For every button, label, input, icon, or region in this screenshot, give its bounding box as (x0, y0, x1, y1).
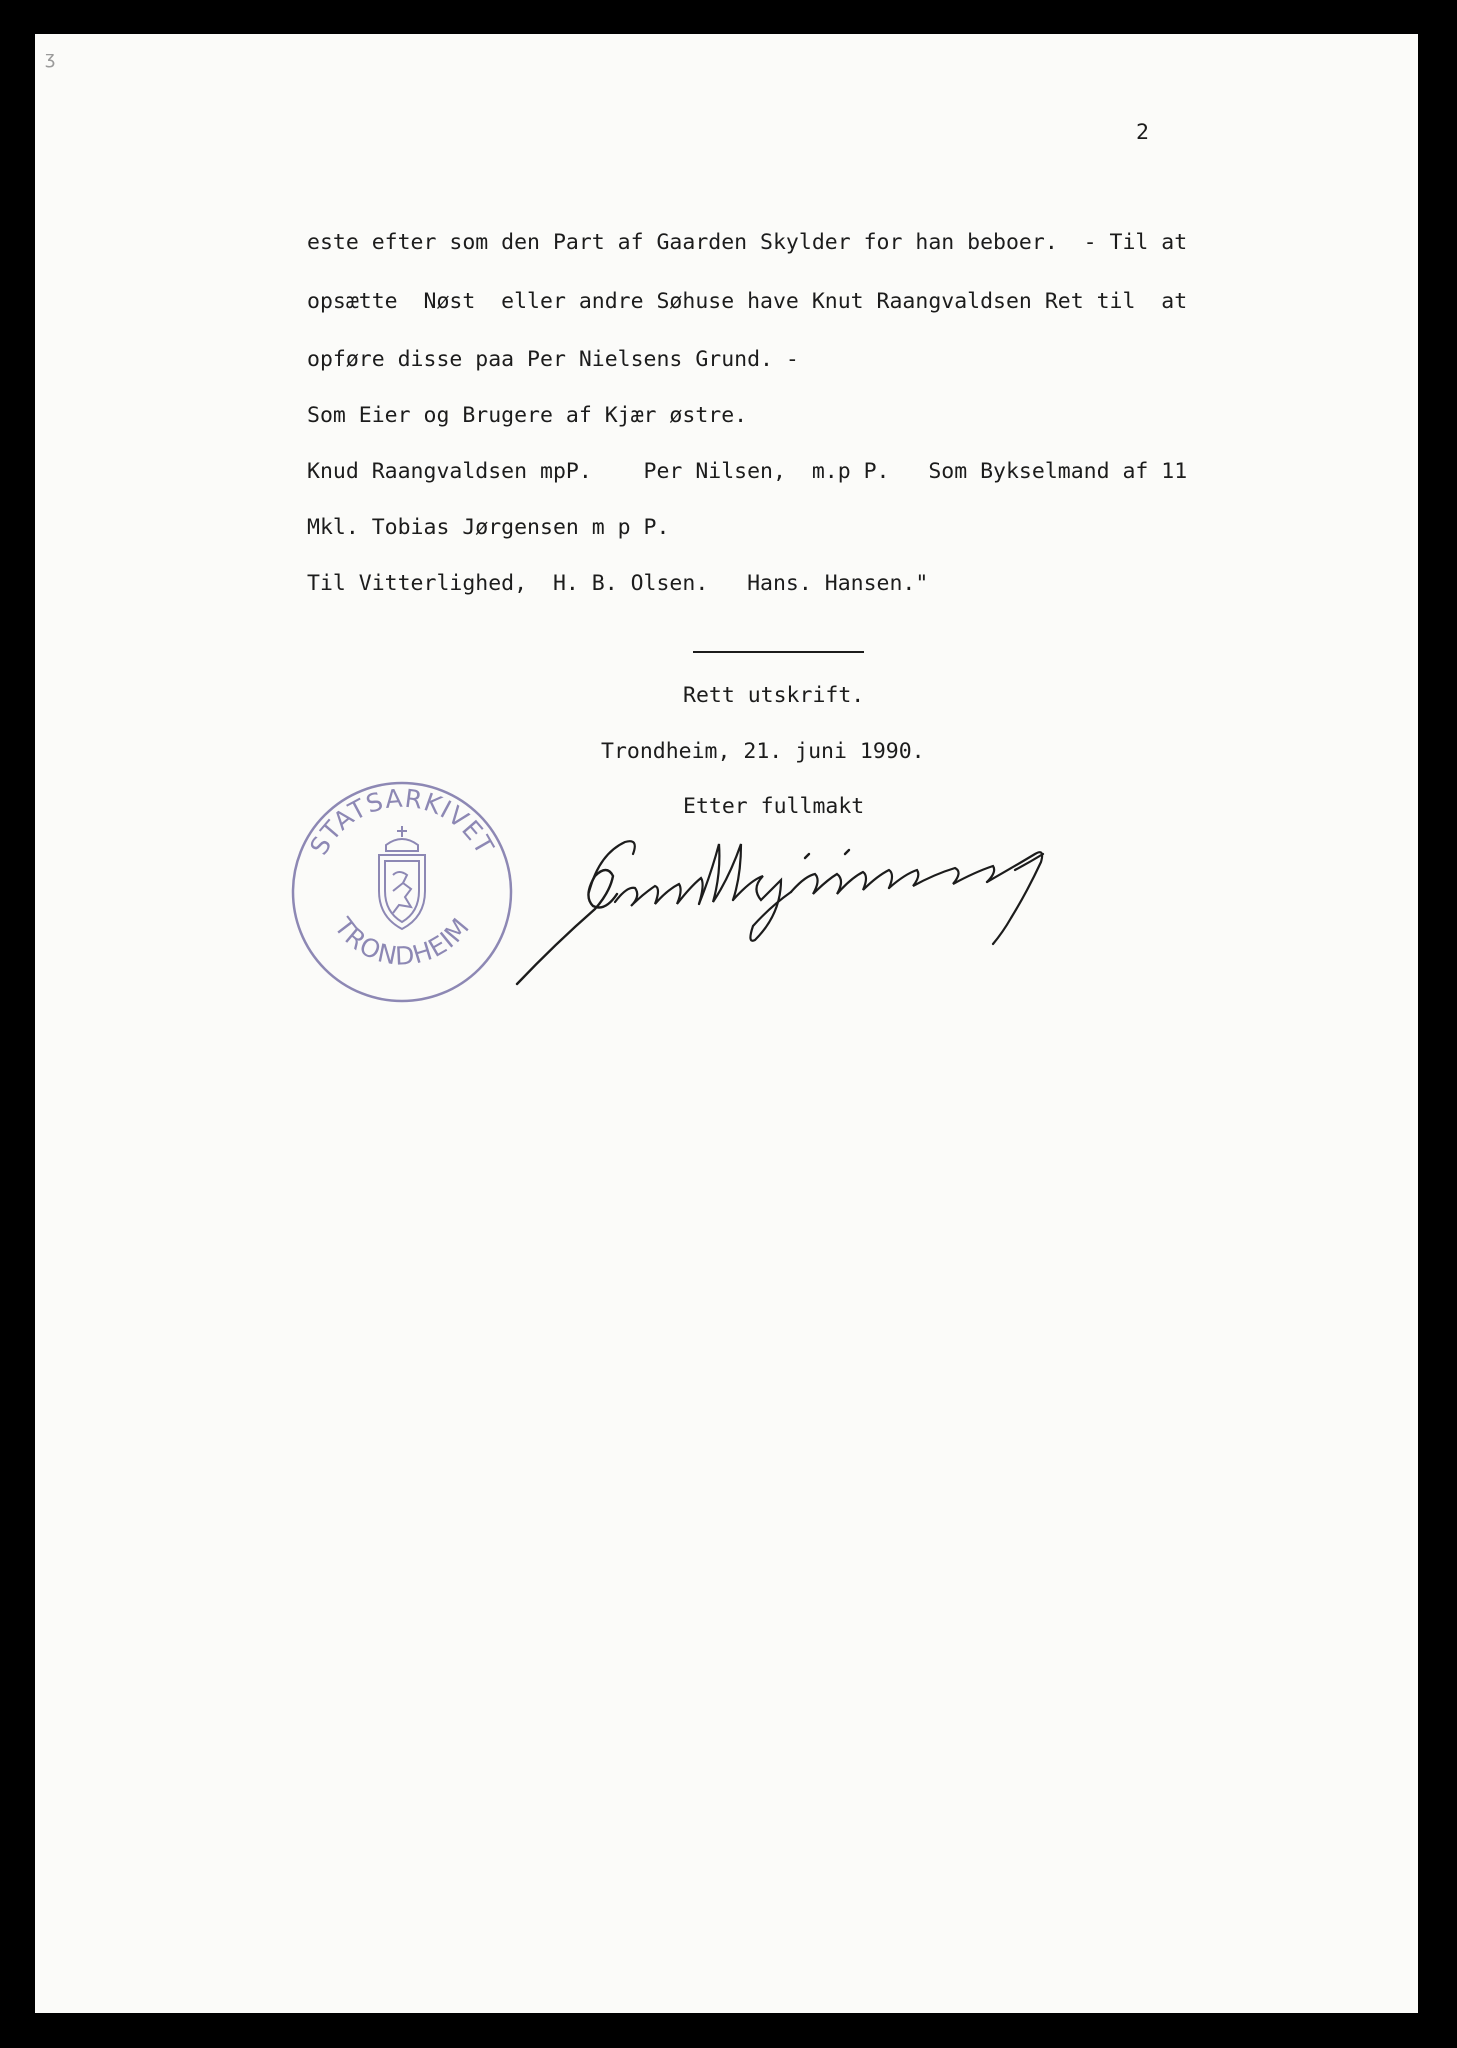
place-date-text: Trondheim, 21. juni 1990. (601, 739, 925, 764)
rett-utskrift-text: Rett utskrift. (683, 683, 865, 708)
stamp-bottom-text: TRONDHEIM (328, 912, 476, 971)
separator-line (693, 651, 864, 653)
paper-mark: ʒ (45, 48, 56, 69)
archive-stamp (289, 779, 515, 1005)
stamp-top-text: STATSARKIVET (304, 783, 500, 860)
body-line-5: Knud Raangvaldsen mpP. Per Nilsen, m.p P. Som Bykselmand af 11 (307, 459, 1188, 484)
document-page (35, 34, 1418, 2013)
body-line-2: opsætte Nøst eller andre Søhuse have Knut Raangvaldsen Ret til at (307, 289, 1188, 314)
body-line-6: Mkl. Tobias Jørgensen m p P. (307, 515, 670, 540)
authority-text: Etter fullmakt (683, 794, 865, 819)
body-line-3: opføre disse paa Per Nielsens Grund. - (307, 347, 799, 372)
coat-of-arms-icon (379, 826, 425, 929)
body-line-1: este efter som den Part af Gaarden Skylder for han beboer. - Til at (307, 230, 1188, 255)
handwritten-signature (515, 814, 1155, 1004)
body-line-7: Til Vitterlighed, H. B. Olsen. Hans. Hansen." (307, 571, 929, 596)
page-number: 2 (1136, 120, 1149, 145)
body-line-4: Som Eier og Brugere af Kjær østre. (307, 403, 748, 428)
